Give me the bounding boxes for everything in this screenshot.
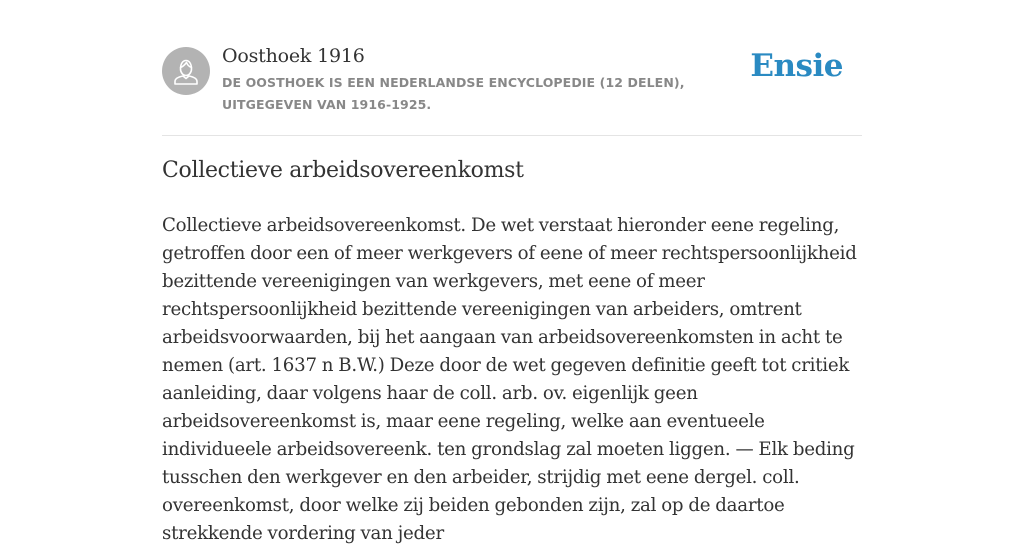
brand-logo[interactable]: Ensie [750,48,843,84]
user-avatar-icon[interactable] [162,47,210,95]
header-divider [162,135,862,136]
article-title: Collectieve arbeidsovereenkomst [162,158,524,183]
article-body: Collectieve arbeidsovereenkomst. De wet verstaat hieronder eene regeling, getroffen door een of meer werkgevers of eene of meer rechtspersoonlijkheid bezittende vereenigingen van werkgevers, met eene of meer rechtspersoonlijkheid bezittende vereenigingen van arbeiders, omtrent arbeidsvoorwaarden, bij het aangaan van arbeidsovereenkomsten in acht te nemen (art. 1637 n B.W.) Deze door de wet gegeven definitie geeft tot critiek aanleiding, daar volgens haar de coll. arb. ov. eigenlijk geen arbeidsovereenkomst is, maar eene regeling, welke aan eventueele individueele arbeidsovereenk. ten grondslag zal moeten liggen. — Elk beding tusschen den werkgever en den arbeider, strijdig met eene dergel. coll. overeenkomst, door welke zij beiden gebonden zijn, zal op de daartoe strekkende vordering van jeder [162,215,857,544]
source-header [162,44,862,136]
source-description: DE OOSTHOEK IS EEN NEDERLANDSE ENCYCLOPEDIE (12 DELEN), UITGEGEVEN VAN 1916-1925. [222,75,685,112]
source-title[interactable]: Oosthoek 1916 [222,45,365,67]
